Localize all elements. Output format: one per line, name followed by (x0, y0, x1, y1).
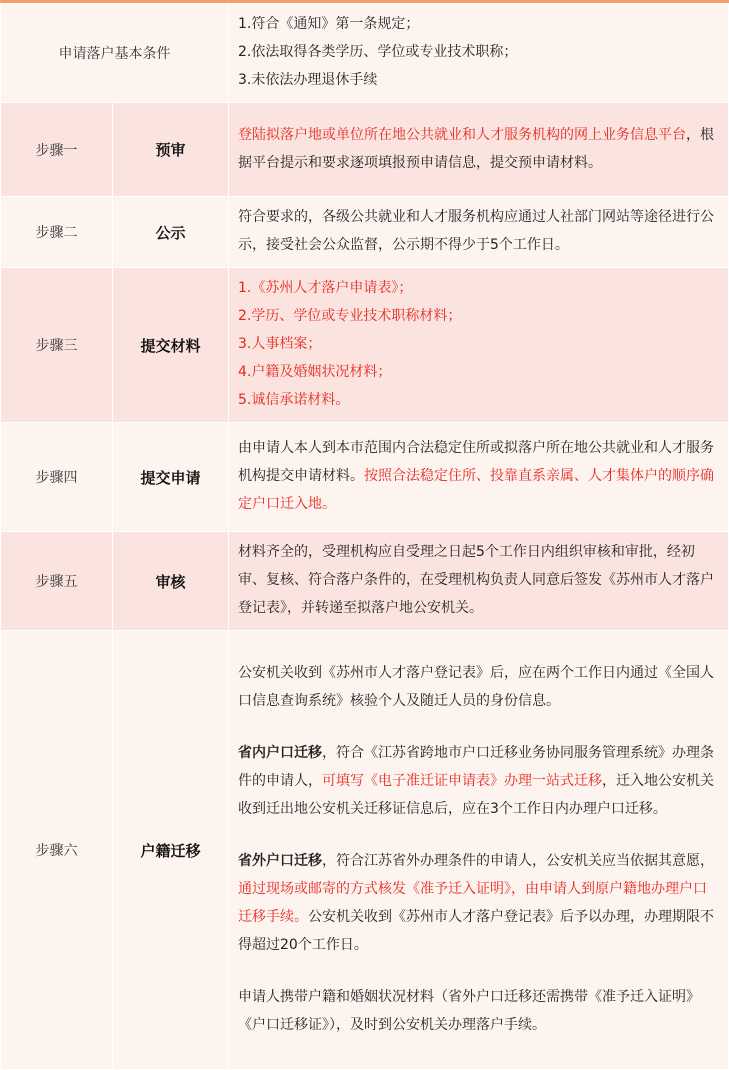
table-row-step-5 (1, 532, 729, 631)
step-label: 步骤一 (1, 103, 113, 197)
step-name: 公示 (113, 197, 229, 268)
table-row-conditions (1, 4, 729, 103)
settlement-procedure-table (0, 3, 729, 1070)
paragraph (238, 739, 718, 823)
highlight-text: 可填写《电子准迁证申请表》办理一站式迁移 (322, 773, 602, 789)
description-text: ，符合《江苏省跨地市户口迁移业务协同服务管理系统》办理条件的申请人， (238, 745, 714, 789)
description-text: ，符合江苏省外办理条件的申请人，公安机关应当依据其意愿， (322, 853, 714, 869)
step-description (229, 103, 729, 197)
description-text: 公安机关收到《苏州市人才落户登记表》后予以办理，办理期限不得超过20个工作日。 (238, 909, 714, 953)
bold-lead: 省内户口迁移 (238, 745, 322, 761)
step-name: 提交申请 (113, 423, 229, 532)
table-row-step-1 (1, 103, 729, 197)
list-item: 5.诚信承诺材料。 (238, 392, 350, 408)
paragraph: 公安机关收到《苏州市人才落户登记表》后，应在两个工作日内通过《全国人口信息查询系统》核验个人及随迁人员的身份信息。 (238, 665, 714, 709)
condition-item: 3.未依法办理退休手续 (238, 72, 378, 88)
highlight-text: 按照合法稳定住所、投靠直系亲属、人才集体户的顺序确定户口迁入地。 (238, 468, 714, 512)
materials-list (229, 268, 729, 423)
description-text: ，迁入地公安机关收到迁出地公安机关迁移证信息后，应在3个工作日内办理户口迁移。 (238, 773, 714, 817)
table-row-step-6 (1, 631, 729, 1070)
bold-lead: 省外户口迁移 (238, 853, 322, 869)
step-label: 步骤三 (1, 268, 113, 423)
paragraph (238, 847, 718, 959)
paragraph: 申请人携带户籍和婚姻状况材料（省外户口迁移还需携带《准予迁入证明》《户口迁移证》），及时到公安机关办理落户手续。 (238, 989, 700, 1033)
conditions-cell (229, 4, 729, 103)
table-row-step-4 (1, 423, 729, 532)
table-row-step-3 (1, 268, 729, 423)
step-name: 审核 (113, 532, 229, 631)
description-text: ，根据平台提示和要求逐项填报预申请信息，提交预申请材料。 (238, 126, 714, 171)
condition-item: 1.符合《通知》第一条规定； (238, 16, 420, 32)
step-description: 符合要求的，各级公共就业和人才服务机构应通过人社部门网站等途径进行公示，接受社会公众监督，公示期不得少于5个工作日。 (229, 197, 729, 268)
conditions-label: 申请落户基本条件 (1, 4, 229, 103)
list-item: 4.户籍及婚姻状况材料； (238, 364, 392, 380)
list-item: 2.学历、学位或专业技术职称材料； (238, 308, 462, 324)
step-label: 步骤二 (1, 197, 113, 268)
step-label: 步骤四 (1, 423, 113, 532)
step-description: 材料齐全的，受理机构应自受理之日起5个工作日内组织审核和审批，经初审、复核、符合落户条件的，在受理机构负责人同意后签发《苏州市人才落户登记表》，并转递至拟落户地公安机关。 (229, 532, 729, 631)
description-text: 由申请人本人到本市范围内合法稳定住所或拟落户所在地公共就业和人才服务机构提交申请材料。 (238, 440, 714, 484)
condition-item: 2.依法取得各类学历、学位或专业技术职称； (238, 44, 518, 60)
step-name: 户籍迁移 (113, 631, 229, 1070)
step-description (229, 423, 729, 532)
step-label: 步骤五 (1, 532, 113, 631)
step-name: 预审 (113, 103, 229, 197)
highlight-text: 通过现场或邮寄的方式核发《准予迁入证明》，由申请人到原户籍地办理户口迁移手续。 (238, 881, 707, 925)
highlight-text: 登陆拟落户地或单位所在地公共就业和人才服务机构的网上业务信息平台 (238, 126, 686, 143)
step-description (229, 631, 729, 1070)
step-name: 提交材料 (113, 268, 229, 423)
step-label: 步骤六 (1, 631, 113, 1070)
list-item: 3.人事档案； (238, 336, 322, 352)
list-item: 1.《苏州人才落户申请表》； (238, 280, 413, 296)
table-row-step-2 (1, 197, 729, 268)
